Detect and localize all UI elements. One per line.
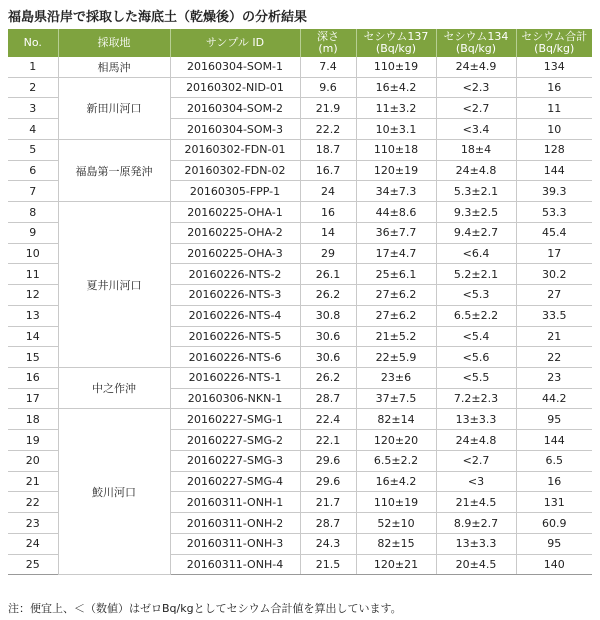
cell-total: 21 [516,326,592,347]
cell-cs137: 22±5.9 [356,347,436,368]
cell-sample-id: 20160302-NID-01 [170,77,300,98]
cell-cs137: 82±14 [356,409,436,430]
cell-depth: 26.2 [300,285,356,306]
cell-cs137: 120±19 [356,160,436,181]
cell-sample-id: 20160226-NTS-4 [170,305,300,326]
header-location: 採取地 [58,29,170,57]
cell-depth: 22.1 [300,430,356,451]
header-depth [300,29,356,57]
table-header-row [8,29,592,57]
cell-depth: 28.7 [300,388,356,409]
cell-cs134: 8.9±2.7 [436,513,516,534]
cell-sample-id: 20160226-NTS-3 [170,285,300,306]
cell-cs134: <2.7 [436,450,516,471]
cell-no: 13 [8,305,58,326]
cell-sample-id: 20160227-SMG-3 [170,450,300,471]
results-table [8,29,592,575]
cell-no: 1 [8,57,58,77]
cell-sample-id: 20160227-SMG-1 [170,409,300,430]
cell-cs134: <2.7 [436,98,516,119]
cell-total: 53.3 [516,202,592,223]
cell-cs137: 6.5±2.2 [356,450,436,471]
cell-sample-id: 20160225-OHA-3 [170,243,300,264]
cell-location: 相馬沖 [58,57,170,77]
cell-no: 16 [8,368,58,389]
cell-no: 15 [8,347,58,368]
cell-cs137: 110±19 [356,492,436,513]
table-row [8,77,592,98]
cell-sample-id: 20160311-ONH-4 [170,554,300,575]
cell-cs134: 18±4 [436,139,516,160]
cell-cs134: <5.6 [436,347,516,368]
cell-depth: 29.6 [300,450,356,471]
cell-no: 17 [8,388,58,409]
table-row [8,57,592,77]
cell-no: 8 [8,202,58,223]
cell-sample-id: 20160304-SOM-3 [170,119,300,140]
cell-cs137: 27±6.2 [356,305,436,326]
cell-total: 27 [516,285,592,306]
cell-depth: 21.5 [300,554,356,575]
cell-cs134: 13±3.3 [436,409,516,430]
cell-cs134: <5.4 [436,326,516,347]
cell-depth: 24.3 [300,533,356,554]
header-total-label: セシウム合計 [521,30,588,43]
cell-no: 4 [8,119,58,140]
header-cs134-label: セシウム134 [443,30,509,43]
cell-total: 33.5 [516,305,592,326]
cell-sample-id: 20160227-SMG-2 [170,430,300,451]
cell-total: 23 [516,368,592,389]
header-depth-label: 深さ [317,30,339,43]
cell-no: 2 [8,77,58,98]
cell-depth: 30.8 [300,305,356,326]
cell-cs137: 25±6.1 [356,264,436,285]
header-cs137 [356,29,436,57]
cell-depth: 24 [300,181,356,202]
cell-cs137: 52±10 [356,513,436,534]
cell-cs134: <5.5 [436,368,516,389]
cell-cs134: 9.3±2.5 [436,202,516,223]
cell-sample-id: 20160226-NTS-2 [170,264,300,285]
header-no: No. [8,29,58,57]
cell-depth: 7.4 [300,57,356,77]
cell-sample-id: 20160311-ONH-3 [170,533,300,554]
cell-total: 128 [516,139,592,160]
footnote: 注：便宜上、＜（数値）はゼロBq/kgとしてセシウム合計値を算出しています。 [8,602,402,615]
cell-cs137: 110±19 [356,57,436,77]
cell-cs134: 5.2±2.1 [436,264,516,285]
cell-cs137: 17±4.7 [356,243,436,264]
header-depth-unit: (m) [318,42,338,55]
cell-cs137: 27±6.2 [356,285,436,306]
cell-cs134: 21±4.5 [436,492,516,513]
cell-cs137: 120±20 [356,430,436,451]
cell-cs137: 21±5.2 [356,326,436,347]
cell-no: 20 [8,450,58,471]
cell-depth: 22.2 [300,119,356,140]
cell-depth: 28.7 [300,513,356,534]
cell-cs137: 34±7.3 [356,181,436,202]
cell-total: 95 [516,409,592,430]
cell-sample-id: 20160227-SMG-4 [170,471,300,492]
cell-depth: 16.7 [300,160,356,181]
cell-depth: 30.6 [300,326,356,347]
cell-total: 22 [516,347,592,368]
cell-sample-id: 20160305-FPP-1 [170,181,300,202]
cell-location: 中之作沖 [58,368,170,409]
cell-total: 11 [516,98,592,119]
cell-total: 144 [516,160,592,181]
cell-no: 25 [8,554,58,575]
cell-sample-id: 20160304-SOM-1 [170,57,300,77]
cell-no: 9 [8,222,58,243]
cell-sample-id: 20160225-OHA-1 [170,202,300,223]
cell-no: 6 [8,160,58,181]
cell-total: 44.2 [516,388,592,409]
header-total-unit: (Bq/kg) [534,42,575,55]
cell-cs137: 36±7.7 [356,222,436,243]
cell-no: 24 [8,533,58,554]
header-cs137-label: セシウム137 [363,30,429,43]
cell-cs137: 110±18 [356,139,436,160]
cell-cs134: 13±3.3 [436,533,516,554]
cell-total: 10 [516,119,592,140]
cell-no: 10 [8,243,58,264]
table-row [8,409,592,430]
cell-location: 福島第一原発沖 [58,139,170,201]
cell-location: 新田川河口 [58,77,170,139]
cell-cs134: <3 [436,471,516,492]
cell-cs137: 82±15 [356,533,436,554]
cell-cs137: 16±4.2 [356,471,436,492]
cell-no: 23 [8,513,58,534]
cell-total: 16 [516,77,592,98]
cell-cs137: 44±8.6 [356,202,436,223]
cell-cs137: 10±3.1 [356,119,436,140]
cell-depth: 26.1 [300,264,356,285]
cell-cs134: <3.4 [436,119,516,140]
cell-total: 16 [516,471,592,492]
cell-total: 140 [516,554,592,575]
cell-cs137: 23±6 [356,368,436,389]
cell-cs137: 37±7.5 [356,388,436,409]
cell-sample-id: 20160311-ONH-1 [170,492,300,513]
cell-depth: 22.4 [300,409,356,430]
page-title: 福島県沿岸で採取した海底土（乾燥後）の分析結果 [8,10,308,25]
cell-cs134: <6.4 [436,243,516,264]
cell-total: 17 [516,243,592,264]
header-sample-id: サンプル ID [170,29,300,57]
cell-cs134: 6.5±2.2 [436,305,516,326]
cell-no: 11 [8,264,58,285]
cell-total: 39.3 [516,181,592,202]
header-cs134 [436,29,516,57]
cell-depth: 14 [300,222,356,243]
cell-no: 14 [8,326,58,347]
header-cs134-unit: (Bq/kg) [455,42,497,55]
cell-no: 22 [8,492,58,513]
cell-sample-id: 20160302-FDN-02 [170,160,300,181]
cell-depth: 29.6 [300,471,356,492]
cell-cs134: 5.3±2.1 [436,181,516,202]
cell-total: 60.9 [516,513,592,534]
cell-total: 131 [516,492,592,513]
cell-sample-id: 20160304-SOM-2 [170,98,300,119]
cell-total: 134 [516,57,592,77]
cell-cs134: <5.3 [436,285,516,306]
cell-sample-id: 20160306-NKN-1 [170,388,300,409]
table-row [8,202,592,223]
cell-cs137: 120±21 [356,554,436,575]
cell-depth: 29 [300,243,356,264]
table-row [8,368,592,389]
cell-sample-id: 20160226-NTS-1 [170,368,300,389]
cell-cs134: 24±4.8 [436,430,516,451]
cell-no: 21 [8,471,58,492]
cell-cs134: 24±4.9 [436,57,516,77]
cell-total: 6.5 [516,450,592,471]
cell-location: 鮫川河口 [58,409,170,575]
cell-cs134: <2.3 [436,77,516,98]
table-body [8,57,592,575]
cell-total: 30.2 [516,264,592,285]
cell-no: 3 [8,98,58,119]
cell-depth: 18.7 [300,139,356,160]
cell-no: 18 [8,409,58,430]
cell-no: 12 [8,285,58,306]
header-cs137-unit: (Bq/kg) [375,42,417,55]
cell-depth: 26.2 [300,368,356,389]
cell-no: 5 [8,139,58,160]
cell-no: 7 [8,181,58,202]
cell-sample-id: 20160225-OHA-2 [170,222,300,243]
cell-total: 95 [516,533,592,554]
cell-depth: 30.6 [300,347,356,368]
cell-sample-id: 20160226-NTS-6 [170,347,300,368]
cell-cs134: 20±4.5 [436,554,516,575]
cell-cs134: 24±4.8 [436,160,516,181]
cell-depth: 21.9 [300,98,356,119]
cell-depth: 16 [300,202,356,223]
cell-total: 45.4 [516,222,592,243]
cell-total: 144 [516,430,592,451]
cell-cs134: 7.2±2.3 [436,388,516,409]
table-row [8,139,592,160]
cell-location: 夏井川河口 [58,202,170,368]
cell-sample-id: 20160226-NTS-5 [170,326,300,347]
cell-cs134: 9.4±2.7 [436,222,516,243]
cell-sample-id: 20160311-ONH-2 [170,513,300,534]
cell-depth: 21.7 [300,492,356,513]
cell-sample-id: 20160302-FDN-01 [170,139,300,160]
cell-no: 19 [8,430,58,451]
cell-depth: 9.6 [300,77,356,98]
cell-cs137: 16±4.2 [356,77,436,98]
cell-cs137: 11±3.2 [356,98,436,119]
header-total [516,29,592,57]
